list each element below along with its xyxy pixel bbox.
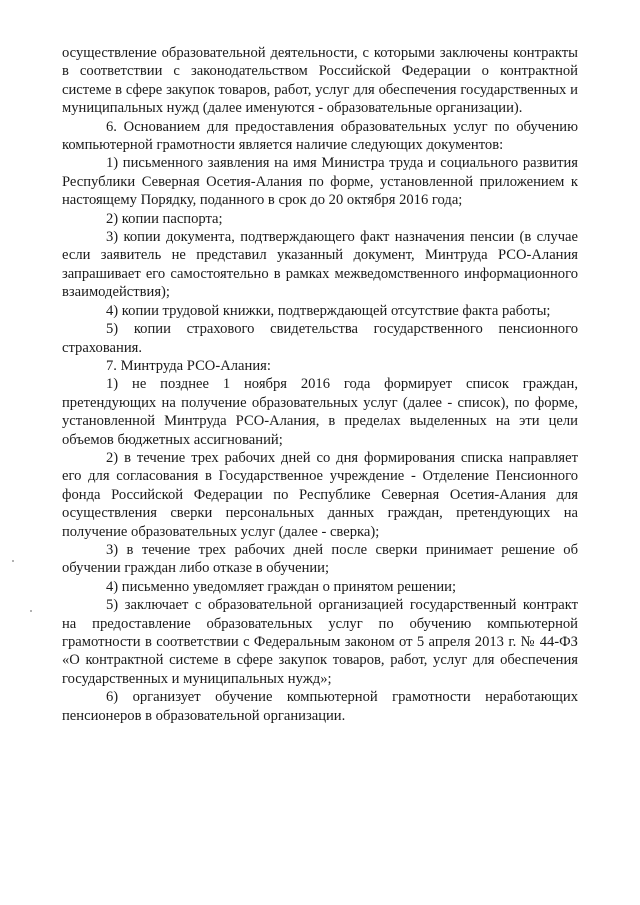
paragraph-item-6-5: 5) копии страхового свидетельства государственного пенсионного страхования. (62, 321, 578, 356)
paragraph-item-6-2: 2) копии паспорта; (106, 210, 223, 227)
scan-speck (12, 560, 14, 562)
paragraph-item-7-4: 4) письменно уведомляет граждан о принятом решении; (106, 578, 457, 595)
paragraph-item-7-1: 1) не позднее 1 ноября 2016 года формирует список граждан, претендующих на получение образовательных услуг (далее - список), по форме, установленной Минтруда РСО-Алания, в пределах выделенных на эти цели объемов бюджетных ассигнований; (62, 376, 578, 448)
paragraph-continuation: осуществление образовательной деятельности, с которыми заключены контракты в соответствии с законодательством Российской Федерации о контрактной системе в сфере закупок товаров, работ, услуг для обеспечения государственных и муниципальных нужд (далее именуются - образовательные организации). (62, 45, 578, 117)
paragraph-item-6-1: 1) письменного заявления на имя Министра труда и социального развития Республики Северная Осетия-Алания по форме, установленной приложением к настоящему Порядку, поданного в срок до 20 октября 2016 года; (62, 155, 578, 209)
paragraph-item-6: 6. Основанием для предоставления образовательных услуг по обучению компьютерной грамотности является наличие следующих документов: (62, 118, 578, 154)
paragraph-item-7-2: 2) в течение трех рабочих дней со дня формирования списка направляет его для согласования в Государственное учреждение - Отделение Пенсионного фонда Российской Федерации по Республике Северная Осетия-Алания для осуществления сверки персональных данных граждан, претендующих на получение образовательных услуг (далее - сверка); (62, 449, 578, 540)
paragraph-item-7: 7. Минтруда РСО-Алания: (106, 357, 271, 374)
paragraph-item-7-3: 3) в течение трех рабочих дней после сверки принимает решение об обучении граждан либо отказе в обучении; (62, 541, 578, 577)
document-body (62, 44, 578, 725)
paragraph-item-6-4: 4) копии трудовой книжки, подтверждающей отсутствие факта работы; (106, 302, 551, 319)
paragraph-item-6-3: 3) копии документа, подтверждающего факт назначения пенсии (в случае если заявитель не представил указанный документ, Минтруда РСО-Алания запрашивает его самостоятельно в рамках межведомственного информационного взаимодействия); (62, 229, 578, 301)
paragraph-item-7-6: 6) организует обучение компьютерной грамотности неработающих пенсионеров в образовательной организации. (62, 689, 578, 724)
scan-speck (30, 610, 32, 612)
paragraph-item-7-5: 5) заключает с образовательной организацией государственный контракт на предоставление образовательных услуг по обучению компьютерной грамотности в соответствии с Федеральным законом от 5 апреля 2013 г. № 44-ФЗ «О контрактной системе в сфере закупок товаров, работ, услуг для обеспечения государственных и муниципальных нужд»; (62, 597, 578, 687)
